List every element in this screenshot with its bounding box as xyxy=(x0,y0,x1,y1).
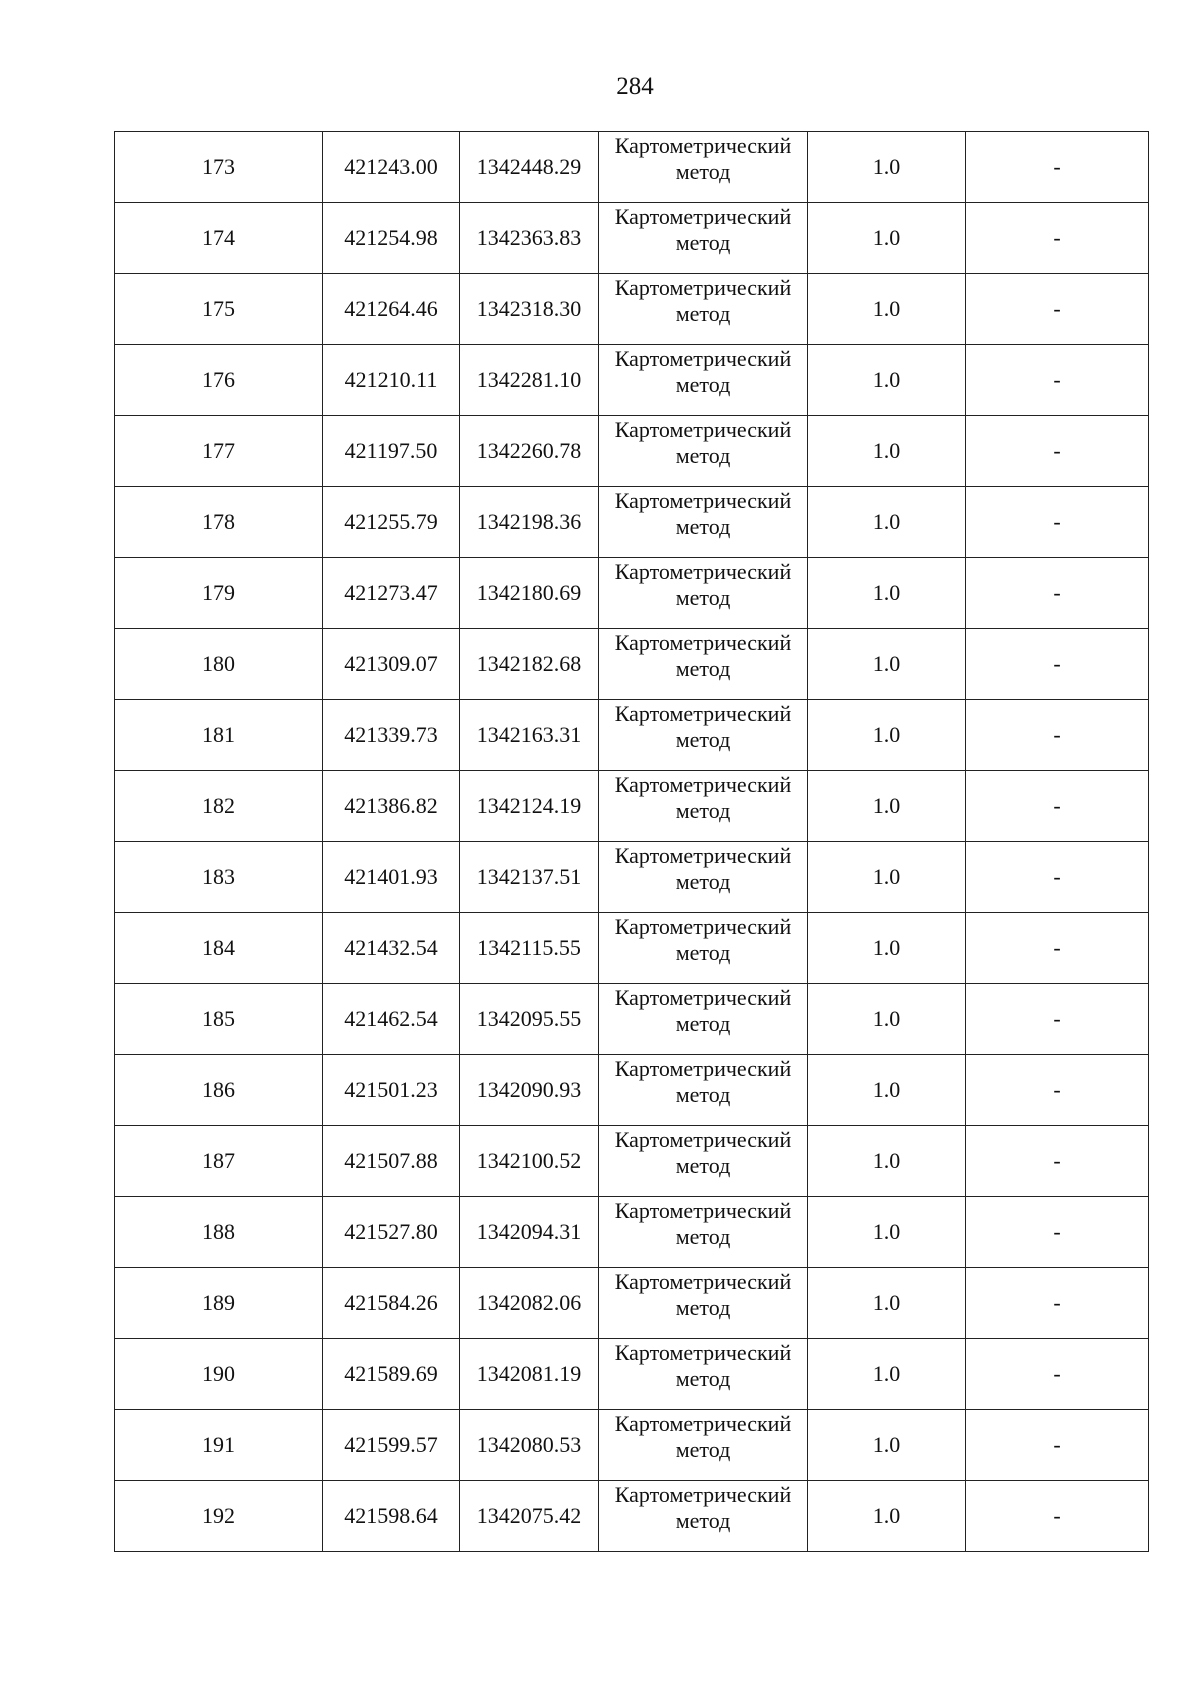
note-cell: - xyxy=(966,345,1149,416)
y-coordinate-cell: 1342180.69 xyxy=(460,558,599,629)
accuracy-cell: 1.0 xyxy=(808,913,966,984)
accuracy-cell: 1.0 xyxy=(808,700,966,771)
table-row xyxy=(115,1126,1149,1197)
point-number-cell: 182 xyxy=(115,771,323,842)
x-coordinate-cell: 421507.88 xyxy=(323,1126,460,1197)
note-cell: - xyxy=(966,274,1149,345)
x-coordinate-cell: 421598.64 xyxy=(323,1481,460,1552)
table-row xyxy=(115,629,1149,700)
accuracy-cell: 1.0 xyxy=(808,1197,966,1268)
note-cell: - xyxy=(966,984,1149,1055)
method-text: Картометрический метод xyxy=(614,1127,792,1178)
y-coordinate-cell: 1342182.68 xyxy=(460,629,599,700)
accuracy-cell: 1.0 xyxy=(808,984,966,1055)
method-cell xyxy=(599,345,808,416)
table-row xyxy=(115,913,1149,984)
method-cell xyxy=(599,558,808,629)
y-coordinate-cell: 1342137.51 xyxy=(460,842,599,913)
method-text: Картометрический метод xyxy=(614,1269,792,1320)
x-coordinate-cell: 421584.26 xyxy=(323,1268,460,1339)
point-number-cell: 187 xyxy=(115,1126,323,1197)
table-row xyxy=(115,1268,1149,1339)
table-row xyxy=(115,274,1149,345)
method-text: Картометрический метод xyxy=(614,1411,792,1462)
y-coordinate-cell: 1342124.19 xyxy=(460,771,599,842)
method-text: Картометрический метод xyxy=(614,417,792,468)
point-number-cell: 192 xyxy=(115,1481,323,1552)
x-coordinate-cell: 421243.00 xyxy=(323,132,460,203)
method-cell xyxy=(599,913,808,984)
note-cell: - xyxy=(966,132,1149,203)
note-cell: - xyxy=(966,700,1149,771)
method-text: Картометрический метод xyxy=(614,204,792,255)
accuracy-cell: 1.0 xyxy=(808,1410,966,1481)
method-text: Картометрический метод xyxy=(614,488,792,539)
method-text: Картометрический метод xyxy=(614,772,792,823)
table-row xyxy=(115,416,1149,487)
point-number-cell: 176 xyxy=(115,345,323,416)
y-coordinate-cell: 1342260.78 xyxy=(460,416,599,487)
accuracy-cell: 1.0 xyxy=(808,345,966,416)
x-coordinate-cell: 421273.47 xyxy=(323,558,460,629)
table-row xyxy=(115,345,1149,416)
method-text: Картометрический метод xyxy=(614,346,792,397)
table-row xyxy=(115,771,1149,842)
point-number-cell: 185 xyxy=(115,984,323,1055)
point-number-cell: 183 xyxy=(115,842,323,913)
table-row xyxy=(115,203,1149,274)
accuracy-cell: 1.0 xyxy=(808,1268,966,1339)
method-cell xyxy=(599,132,808,203)
table-body xyxy=(115,132,1149,1552)
coordinates-table xyxy=(114,131,1149,1552)
x-coordinate-cell: 421309.07 xyxy=(323,629,460,700)
y-coordinate-cell: 1342094.31 xyxy=(460,1197,599,1268)
point-number-cell: 188 xyxy=(115,1197,323,1268)
method-cell xyxy=(599,771,808,842)
point-number-cell: 178 xyxy=(115,487,323,558)
y-coordinate-cell: 1342281.10 xyxy=(460,345,599,416)
x-coordinate-cell: 421432.54 xyxy=(323,913,460,984)
x-coordinate-cell: 421462.54 xyxy=(323,984,460,1055)
note-cell: - xyxy=(966,416,1149,487)
x-coordinate-cell: 421255.79 xyxy=(323,487,460,558)
point-number-cell: 191 xyxy=(115,1410,323,1481)
method-cell xyxy=(599,629,808,700)
accuracy-cell: 1.0 xyxy=(808,1126,966,1197)
method-cell xyxy=(599,984,808,1055)
method-cell xyxy=(599,203,808,274)
x-coordinate-cell: 421197.50 xyxy=(323,416,460,487)
x-coordinate-cell: 421254.98 xyxy=(323,203,460,274)
point-number-cell: 177 xyxy=(115,416,323,487)
y-coordinate-cell: 1342198.36 xyxy=(460,487,599,558)
y-coordinate-cell: 1342081.19 xyxy=(460,1339,599,1410)
x-coordinate-cell: 421264.46 xyxy=(323,274,460,345)
method-text: Картометрический метод xyxy=(614,1340,792,1391)
table-row xyxy=(115,1410,1149,1481)
y-coordinate-cell: 1342100.52 xyxy=(460,1126,599,1197)
method-text: Картометрический метод xyxy=(614,275,792,326)
method-cell xyxy=(599,487,808,558)
method-cell xyxy=(599,1055,808,1126)
y-coordinate-cell: 1342318.30 xyxy=(460,274,599,345)
accuracy-cell: 1.0 xyxy=(808,416,966,487)
y-coordinate-cell: 1342080.53 xyxy=(460,1410,599,1481)
note-cell: - xyxy=(966,487,1149,558)
x-coordinate-cell: 421386.82 xyxy=(323,771,460,842)
page-number: 284 xyxy=(616,73,654,100)
method-text: Картометрический метод xyxy=(614,701,792,752)
point-number-cell: 181 xyxy=(115,700,323,771)
point-number-cell: 180 xyxy=(115,629,323,700)
method-cell xyxy=(599,700,808,771)
table-row xyxy=(115,1197,1149,1268)
accuracy-cell: 1.0 xyxy=(808,771,966,842)
table-row xyxy=(115,558,1149,629)
method-cell xyxy=(599,1410,808,1481)
note-cell: - xyxy=(966,842,1149,913)
table-row xyxy=(115,842,1149,913)
x-coordinate-cell: 421401.93 xyxy=(323,842,460,913)
table-row xyxy=(115,1481,1149,1552)
accuracy-cell: 1.0 xyxy=(808,487,966,558)
method-cell xyxy=(599,416,808,487)
x-coordinate-cell: 421589.69 xyxy=(323,1339,460,1410)
note-cell: - xyxy=(966,771,1149,842)
method-cell xyxy=(599,1268,808,1339)
note-cell: - xyxy=(966,1339,1149,1410)
note-cell: - xyxy=(966,1410,1149,1481)
y-coordinate-cell: 1342115.55 xyxy=(460,913,599,984)
accuracy-cell: 1.0 xyxy=(808,842,966,913)
y-coordinate-cell: 1342448.29 xyxy=(460,132,599,203)
method-text: Картометрический метод xyxy=(614,559,792,610)
table-row xyxy=(115,984,1149,1055)
point-number-cell: 173 xyxy=(115,132,323,203)
point-number-cell: 186 xyxy=(115,1055,323,1126)
note-cell: - xyxy=(966,913,1149,984)
note-cell: - xyxy=(966,1055,1149,1126)
method-text: Картометрический метод xyxy=(614,630,792,681)
method-cell xyxy=(599,1481,808,1552)
method-text: Картометрический метод xyxy=(614,914,792,965)
note-cell: - xyxy=(966,629,1149,700)
x-coordinate-cell: 421527.80 xyxy=(323,1197,460,1268)
note-cell: - xyxy=(966,203,1149,274)
note-cell: - xyxy=(966,1126,1149,1197)
x-coordinate-cell: 421210.11 xyxy=(323,345,460,416)
point-number-cell: 175 xyxy=(115,274,323,345)
point-number-cell: 190 xyxy=(115,1339,323,1410)
y-coordinate-cell: 1342075.42 xyxy=(460,1481,599,1552)
method-cell xyxy=(599,1339,808,1410)
y-coordinate-cell: 1342082.06 xyxy=(460,1268,599,1339)
accuracy-cell: 1.0 xyxy=(808,132,966,203)
method-text: Картометрический метод xyxy=(614,1482,792,1533)
method-cell xyxy=(599,1197,808,1268)
y-coordinate-cell: 1342090.93 xyxy=(460,1055,599,1126)
y-coordinate-cell: 1342095.55 xyxy=(460,984,599,1055)
y-coordinate-cell: 1342363.83 xyxy=(460,203,599,274)
method-text: Картометрический метод xyxy=(614,1056,792,1107)
table-row xyxy=(115,700,1149,771)
method-text: Картометрический метод xyxy=(614,133,792,184)
accuracy-cell: 1.0 xyxy=(808,274,966,345)
note-cell: - xyxy=(966,1268,1149,1339)
accuracy-cell: 1.0 xyxy=(808,1055,966,1126)
accuracy-cell: 1.0 xyxy=(808,1481,966,1552)
table-row xyxy=(115,487,1149,558)
accuracy-cell: 1.0 xyxy=(808,629,966,700)
accuracy-cell: 1.0 xyxy=(808,558,966,629)
note-cell: - xyxy=(966,1197,1149,1268)
point-number-cell: 189 xyxy=(115,1268,323,1339)
method-text: Картометрический метод xyxy=(614,843,792,894)
method-text: Картометрический метод xyxy=(614,985,792,1036)
method-cell xyxy=(599,274,808,345)
method-text: Картометрический метод xyxy=(614,1198,792,1249)
point-number-cell: 179 xyxy=(115,558,323,629)
accuracy-cell: 1.0 xyxy=(808,203,966,274)
x-coordinate-cell: 421339.73 xyxy=(323,700,460,771)
table-row xyxy=(115,132,1149,203)
method-cell xyxy=(599,842,808,913)
table-row xyxy=(115,1055,1149,1126)
note-cell: - xyxy=(966,558,1149,629)
accuracy-cell: 1.0 xyxy=(808,1339,966,1410)
method-cell xyxy=(599,1126,808,1197)
y-coordinate-cell: 1342163.31 xyxy=(460,700,599,771)
x-coordinate-cell: 421599.57 xyxy=(323,1410,460,1481)
point-number-cell: 184 xyxy=(115,913,323,984)
x-coordinate-cell: 421501.23 xyxy=(323,1055,460,1126)
table-row xyxy=(115,1339,1149,1410)
point-number-cell: 174 xyxy=(115,203,323,274)
note-cell: - xyxy=(966,1481,1149,1552)
